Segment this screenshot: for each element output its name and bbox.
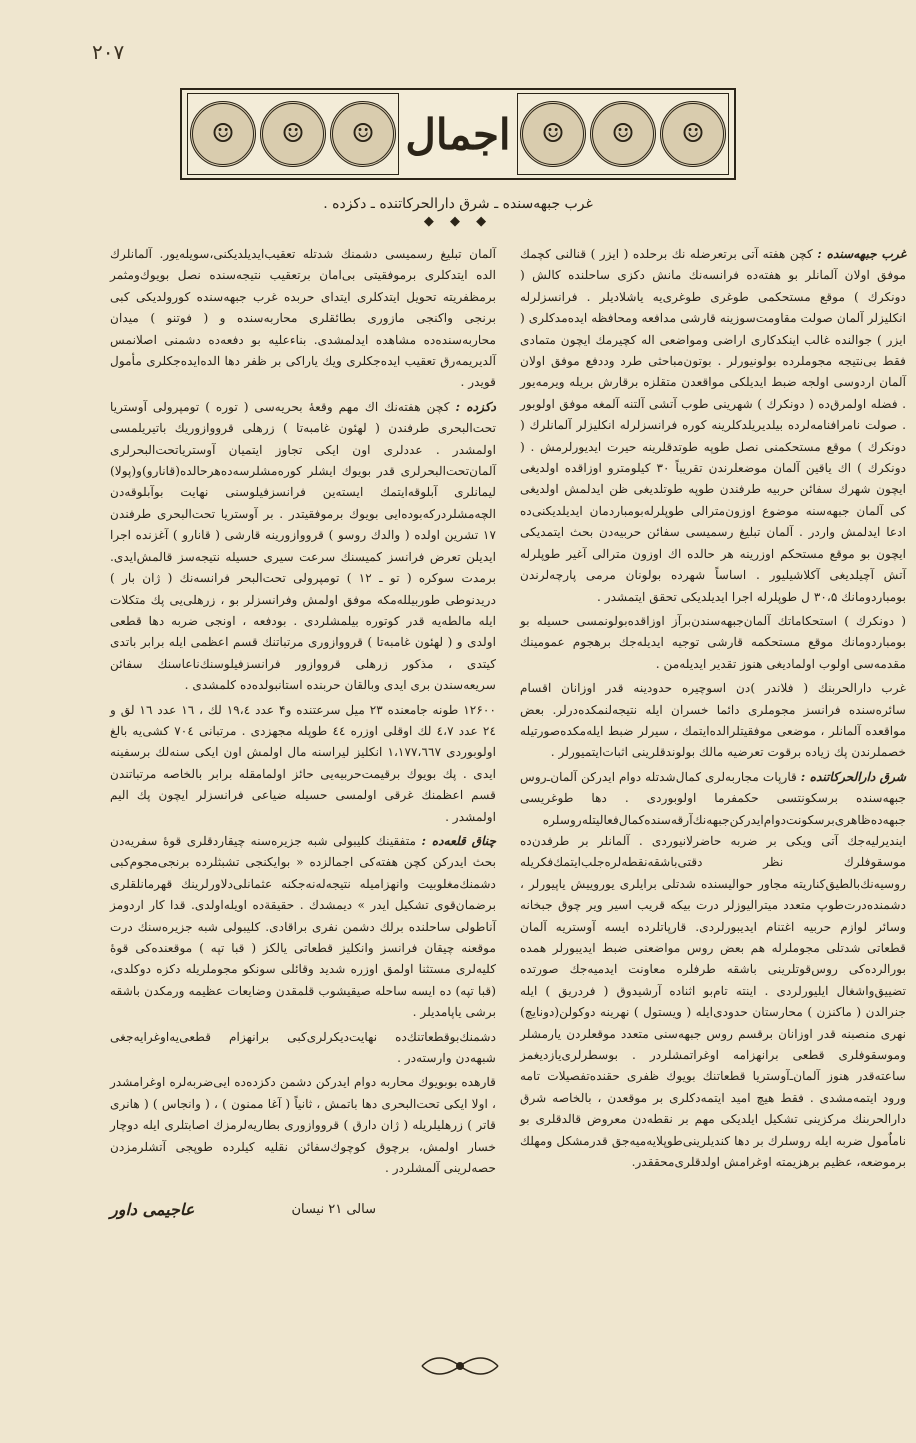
paragraph xyxy=(110,1027,496,1070)
separator-stars: ◆ ◆ ◆ xyxy=(423,214,493,229)
right-ornament xyxy=(517,93,729,175)
signature-row xyxy=(110,1200,496,1219)
face-ornament-icon: ☺ xyxy=(330,101,396,167)
author-signature: عاجیمی داور xyxy=(110,1200,195,1219)
paragraph-text: دشمنك‌بوقطعاتنك‌ده نهایت‌دیکرلری‌کبی برانهزام قطعی‌یه‌اوغرایه‌جغی شبهه‌دن وارسته‌در . xyxy=(110,1029,496,1066)
face-ornament-icon: ☺ xyxy=(190,101,256,167)
paragraph xyxy=(520,767,906,1174)
paragraph-text: قارپات مجاربه‌لری کمال‌شدتله دوام ایدرکن آلمان‌ـ‌روس جبهه‌سنده برسکونتسی حکمفرما اولوبوردی . دها طوغریسی جبهه‌ده‌ظاهری‌برسکونت‌دوام‌ایدرکن‌جبهه‌نك‌آرقه‌سنده‌کمال‌فعالیتله‌روسلره ایندیرلیه‌جك آتی ویکی بر ضربه حاضرلانیوردی . آلمانلر بر طرفدن‌ده موسقوفلرك نظر دقتی‌باشقه‌نقطه‌لره‌جلب‌ایتمك‌فکریله روسیه‌نك‌بالطیق‌کناریته مجاور حوالیسنده شدتلی برایلری یوروییش یاپیورلر ، دشمنده‌درت‌طوپ متعدد میترالیوزلر درت بیکه قریب اسیر ویر چوق جبخانه وسائر لوازم حربیه اغتنام ایدیبورلردی. قارپاتلرده ایسه آوستریه آلمان قطعاتی شدتلی مجوملرله هم بعض روس مواضعنی ضبط ایدیبورلر همده بورالرده‌کی روس‌قوتلرینی باشقه طرفلره معاونت ایدمیه‌جك صورتده تضییق‌واشغال ایلیورلردی . اینته تام‌بو اثناده آرشیدوق ( فردریق ) ایله جنرالدن ( ماکنزن ) محارستان حدودی‌ایله ( ویستول ) نهرینه دوکولن‌(دونایچ) نهری منصبنه قدر اوزانان برقسم روس جبهه‌سنی متعدد موقعلردن یارمشلر وموسقوفلری قطعی برانهزامه اوغراتمشلردر . بوسطرلری‌یازدیغمز ساعته‌قدر هنوز آلمان‌ـ‌آوستریا قطعاتنك بویوك ظفری حقنده‌تفصیلات تامه ورود ایتمه‌مشدی . فقط هیچ امید ایتمه‌دکلری بر موقعدن ، بالخاصه شرق دارالحربنك مرکزینی تشکیل ایلدیکی مهم بر نقطه‌دن معروض قالدقلری بو ناماٌمول ضربه ایله روسلرك بر دها کندیلرینی‌طوپلایه‌میه‌جق قدرمشکل ومهلك برموضعه، عظیم برهزیمته اوغرامش اولدقلری‌محققدر. xyxy=(520,769,906,1170)
face-ornament-icon: ☺ xyxy=(590,101,656,167)
face-ornament-icon: ☺ xyxy=(260,101,326,167)
article-date: سالی ۲۱ نیسان xyxy=(291,1202,376,1217)
section-heading: غرب جبهه‌سنده : xyxy=(817,247,906,261)
left-column xyxy=(110,244,496,1182)
page-number: ۲۰۷ xyxy=(92,40,125,64)
paragraph-text: قارهده بوبویوك محاربه دوام ایدرکن دشمن دکزده‌ده ایی‌ضربه‌لره اوغرامشدر ، اولا ایکی تحت‌البحری دها باتمش ، ثانیاً ( آغا ممنون ) ، ( وانجاس ) ( هانری قاتر ) زرهلیلریله ( ژان دارق ) قرووازوری بطاریه‌لرمزك اصابتلری ایله دوچار خسار اولمش، برچوق کوچوك‌سفائن نقلیه کیلرده طوپجی آتشلرمزدن حصه‌لرینی آلمشلردر . xyxy=(110,1075,496,1176)
dateline: غرب جبهه‌سنده ـ شرق دارالحرکاتنده ـ دکزده . xyxy=(323,196,593,212)
paragraph xyxy=(110,397,496,697)
paragraph xyxy=(520,611,906,675)
header-banner xyxy=(180,88,736,180)
footer-ornament-icon xyxy=(418,1348,502,1384)
paragraph-text: آلمان تبلیغ رسمیسی دشمنك شدتله تعقیب‌ایدیلدیکنی‌،‌سویله‌یور. آلمانلرك الده ایتدکلری برموفقیتی بی‌امان برتعقیب نتیجه‌سنده نصل بویوك‌و‌مثمر برمظفریته تحویل ایتدکلری ایتدای حربده غرب جبهه‌سنده کورولدیکی کبی برنجی واکنجی مازوری بطائقلری محاربه‌سنده و ( فوتنو ) میدان محاربه‌سنده‌ده مشاهده ایدلمشدی. بناءعلیه بو دفعه‌ده دشمنی اصلانمس آلدیریمه‌رق تعقیب ایده‌جکلری ویك یاراکی بر ظفر دها الده‌ایده‌جکلری مأمول قویدر . xyxy=(110,247,496,390)
paragraph-text: ( دونکرك ) استحکاماتك آلمان‌جبهه‌سندن‌بر‌آز اوزاقده‌بولونمسی حسیله بو بومباردومانك موقع مستحکمه قارشی توجیه ایدیله‌جك برهجوم عمومینك مقدمه‌سی اولوب اولمادیغی هنوز تقدیر ایدیله‌من . xyxy=(520,613,906,671)
section-heading: دکزده : xyxy=(455,399,496,414)
paragraph-text: ۱۲۶۰۰ طونه جامعنده ۲۳ میل سرعتنده و۴ عدد ۱۹،٤ لك ، ۱٦ عدد ۱٦ لق و ۲٤ عدد ٤،۷ لك اوقلی اوزره ٤٤ طوپله مجهزدی . مرتبانی ۷۰٤ کشی‌یه بالغ اولوبوردی ۱،۱۷۷،٦٦۷ انکلیز لیراسنه مال اولمش اون ایکی سنه‌لك برسفینه ایدی . پك بویوك برقیمت‌حربیه‌یی حائز اولمامقله برابر بالخاصه مرتباتندن قسم اعظمنك غرقی اولمسی حسیله ضیاعی فرانسزلر ایچون پك الیم اولمشدر . xyxy=(110,702,497,824)
paragraph-text: متفقینك کلیبولی شبه جزیره‌سنه چیقاردقلری قوهٔ سفریه‌دن بحث ایدرکن کچن هفته‌کی اجمالزده « بوایکنجی تشبثلرده برنجی‌مجوم‌کبی دشمنك‌مغلوبیت وانهزامیله نتیجه‌له‌نه‌جکنه عثمانلی‌دلاورلرینك قهرمانلقلری برضمان‌قوی تشکیل ایدر » دیمشدك . حقیقة‌ده اویله‌اولدی. قدا کار اردومز آناطولی ساحلنده برلك دشمن نفری براقادی. کلیبولی شبه جزیره‌سنك درت موقعنه چیقان فرانسز وانکلیز قطعاتی یالکز ( قبا تپه ) موقعنده‌کی قوهٔ کلیه‌لری مستثنا اولمق اوزره شدید وقائلی سونکو مجوملریله دکزه دوکلدی، (قبا تپه) ده ایسه ساحله صیقیشوب قلمقدن وضایعات عظیمه ورمکدن باشقه برشی یاپامدیلر . xyxy=(110,833,496,1020)
section-heading: چناق قلعه‌ده : xyxy=(421,833,496,848)
page-title: اجمال xyxy=(405,109,511,159)
paragraph xyxy=(520,678,906,764)
paragraph-text: کچن هفته‌نك اك مهم وقعهٔ بحریه‌سی ( توره ) تومپرولی آوستریا تحت‌البحری طرفندن ( لهئون غامبه‌تا ) زرهلی قرووازوریك باتیریلمسی اولمشدر . عددلری اون ایکی تجاوز ایتمیان آوستریاتحت‌البحرلری آلمان‌تحت‌البحرلری قدر بویوك ایشلر کوره‌مشلرسه‌ده‌هرحالده‌(قانارو)و(پولا) لیمانلری آبلوقه‌ایتمك ایسته‌ین فرانسزفیلوسنی نهایت بوآبلوقه‌دن الچه‌مشلردرکه‌بوده‌ایی بویوك برموفقیتدر . بر آوستریا تحت‌البحری طرفندن ۱۷ تشرین اولده ( والدك روسو ) قرووازورینه قارشی ( قانارو ) آغزنده اجرا ایدیلن تعرض فرانسز کمیسنك سرعت سیری حسیله نتیجه‌سز قالمش‌ایدی. برمدت سوکره ( تو ـ ۱۲ ) تومپرولی تحت‌البحر فرانسه‌نك ( ژان بار ) دریدنوطی طوربیلله‌مکه موفق اولمش وفرانسزلر بو ، زرهلی‌یی پك متکلات ایله مالطه‌یه قدر کوتوره بیلمشلردی . بودفعه ، اونجی ضربه دها قطعی اولدی و ( لهئون غامبه‌تا ) قرووازوری مرتباتنك قسم اعظمی ایله برابر باتدی کیتدی ، مذکور زرهلی قرووازور فرانسزفیلوسنك‌ناعاسنك سفائن سریعه‌سندن بری ایدی وبالقان حربنده استانبولده‌ده کلمشدی . xyxy=(110,399,496,693)
paragraph xyxy=(110,700,496,828)
paragraph xyxy=(110,831,496,1024)
paragraph-text: کچن هفته آتی برتعرضله نك برحلده ( ایزر ) قنالنی کچمك موفق اولان آلمانلر بو هفته‌ده فرانسه‌نك مانش دکزی ساحلنده کالش ( دونکرك ) موقع مستحکمی طوغری طوغری‌یه یاشلادیلر . فرانسزلرله انکلیزلر آلمان صولت مقاومت‌سوزینه قارشی مدافعه ومحافظه ایده‌مدکلری ( ایزر ) جوالنده غالب اینکدکاری اراضی ومواضعی اله کچیرمك ایچون متمادی فقط بی‌نتیجه مجوملرده بولونیورلر . بوتون‌مباحثی طرد وددفع موفق اولان آلمان اردوسی اولجه ضبط ایدیلکی مواقعدن متقلزه برقارش بریله ویرمه‌یور . فضله اولمرق‌ده ( دونکرك ) شهرینی طوب آتشی آلتنه آلمغه موفق اولوبور . صولت نامرافنامه‌لرده بیلدیریلدکلرینه کوره فرانسزلرله انکلیزلر آلمانلرك ( دونکرك ) موقع مستحکمنی نصل طوپه طوتدقلرینه حیرت ایدیورلرمش . ( دونکرك ) اك یاقین آلمان موضعلرندن تقریباً ۳۰ کیلومترو اوزاقده اولدیغی ایچون شهرك سفائن حربیه طرفندن طوپه طوتلدیغی ظن ایدلمش اولدیغی کی آلمان جبهه‌سنه موضوع اوزون‌مترالی طوپلرله‌بومباردمان ایدیلدیکنی‌ده ادعا ایدلمش واردر . آلمان تبلیغ رسمیسی سفائن حربیه‌دن بحث ایتمدیکی ایچون بو موقع مستحکم اوزرینه هر حالده اك اوزون مترالی آغیر طوپلرله آتش آچیلدیغی آکلاشیلیور . اساساً شهرده بولونان مرمی پارچه‌لرندن بومباردومانك ۳۰،۵ ل طوپلرله اجرا ایدیلدیکی تحقق ایتمشدر . xyxy=(520,247,907,604)
paragraph-text: غرب دارالحربنك ( فلاندر )دن اسوچیره حدودینه قدر اوزانان اقسام سائره‌سنده فرانسز مجوملری دائما خسران ایله نتیجه‌لنمکده‌درلر. بعض مواقعده آلمانلر ، موضعی موفقیتلرالده‌ایتمك ، سیرلر ضبط ایله‌مکده‌صورتیله خصملرندن پك زیاده برقوت تعرضیه مالك بولوندقلرینی اثبات‌ایتمیورلر . xyxy=(520,681,906,760)
paragraph xyxy=(520,244,906,608)
right-column xyxy=(520,244,906,1176)
paragraph xyxy=(110,1072,496,1179)
face-ornament-icon: ☺ xyxy=(660,101,726,167)
paragraph xyxy=(110,244,496,394)
face-ornament-icon: ☺ xyxy=(520,101,586,167)
section-heading: شرق دارالحرکاتنده : xyxy=(800,769,907,784)
left-ornament xyxy=(187,93,399,175)
